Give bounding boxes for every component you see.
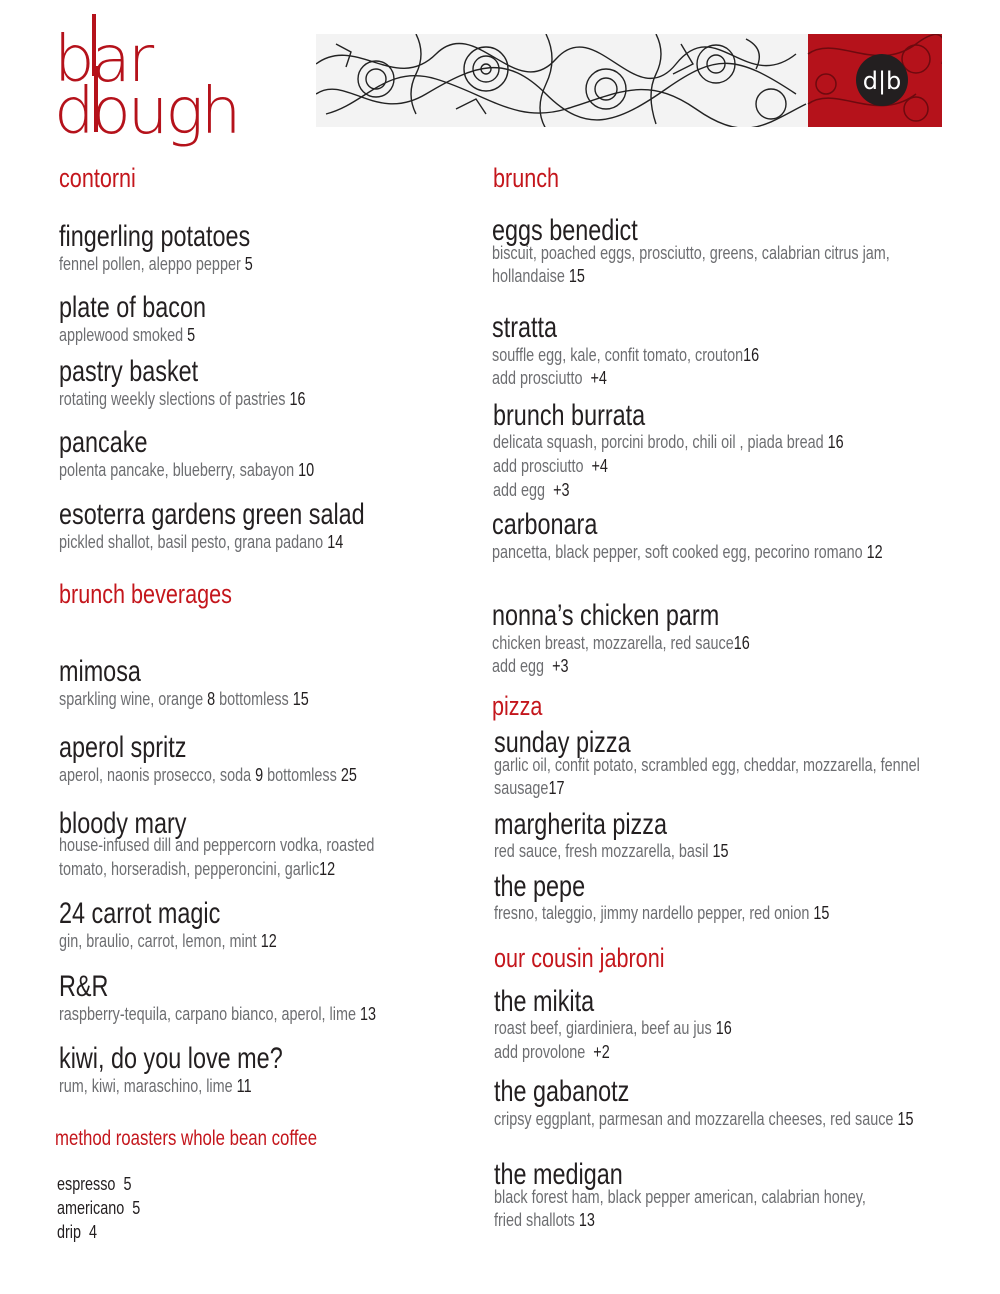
section-title-brunch: brunch bbox=[493, 163, 560, 193]
item-name: bloody mary bbox=[59, 807, 187, 840]
item-desc: delicata squash, porcini brodo, chili oil , piada bread 16 bbox=[493, 432, 844, 452]
item-name: aperol spritz bbox=[59, 731, 187, 764]
logo-bar-text: bar bbox=[54, 23, 152, 97]
item-addon: add egg +3 bbox=[493, 480, 570, 500]
item-name: the gabanotz bbox=[494, 1075, 630, 1108]
item-desc: souffle egg, kale, confit tomato, crouton16 bbox=[492, 345, 760, 365]
item-addon: add prosciutto +4 bbox=[493, 456, 608, 476]
item-name: stratta bbox=[492, 311, 558, 344]
item-name: margherita pizza bbox=[494, 808, 667, 841]
item-desc: polenta pancake, blueberry, sabayon 10 bbox=[59, 460, 315, 480]
item-name: kiwi, do you love me? bbox=[59, 1042, 283, 1075]
item-name: carbonara bbox=[492, 508, 598, 541]
logo-dough-text: dough bbox=[54, 75, 239, 149]
section-title-contorni: contorni bbox=[59, 163, 136, 193]
item-desc-line2: sausage17 bbox=[494, 778, 565, 798]
coffee-item: americano 5 bbox=[57, 1198, 141, 1218]
item-name: pastry basket bbox=[59, 355, 199, 388]
item-desc: red sauce, fresh mozzarella, basil 15 bbox=[494, 841, 729, 861]
item-desc: roast beef, giardiniera, beef au jus 16 bbox=[494, 1018, 732, 1038]
item-desc-line2: fried shallots 13 bbox=[494, 1210, 595, 1230]
item-name: plate of bacon bbox=[59, 291, 207, 324]
item-desc: cripsy eggplant, parmesan and mozzarella cheeses, red sauce 15 bbox=[494, 1109, 914, 1129]
svg-text:d|b: d|b bbox=[862, 67, 902, 95]
item-desc: pancetta, black pepper, soft cooked egg, pecorino romano 12 bbox=[492, 542, 883, 562]
item-name: the medigan bbox=[494, 1158, 623, 1191]
item-name: sunday pizza bbox=[494, 726, 631, 759]
item-name: nonna’s chicken parm bbox=[492, 599, 720, 632]
section-title-brunch-beverages: brunch beverages bbox=[59, 579, 232, 609]
item-name: R&R bbox=[59, 970, 109, 1003]
item-desc: raspberry-tequila, carpano bianco, aperol, lime 13 bbox=[59, 1004, 376, 1024]
item-desc: rotating weekly slections of pastries 16 bbox=[59, 389, 306, 409]
section-title-our-cousin-jabroni: our cousin jabroni bbox=[494, 943, 665, 973]
item-name: 24 carrot magic bbox=[59, 897, 221, 930]
item-name: pancake bbox=[59, 426, 148, 459]
item-addon: add egg +3 bbox=[492, 656, 569, 676]
item-desc-line2: tomato, horseradish, pepperoncini, garlic12 bbox=[59, 859, 336, 879]
item-desc: house-infused dill and peppercorn vodka, roasted bbox=[59, 835, 375, 855]
item-name: the pepe bbox=[494, 870, 586, 903]
item-name: the mikita bbox=[494, 985, 595, 1018]
item-name: fingerling potatoes bbox=[59, 220, 251, 253]
item-name: eggs benedict bbox=[492, 214, 638, 247]
section-title-coffee: method roasters whole bean coffee bbox=[55, 1127, 318, 1150]
item-desc: chicken breast, mozzarella, red sauce16 bbox=[492, 633, 750, 653]
section-title-pizza: pizza bbox=[492, 691, 543, 721]
item-addon: add prosciutto +4 bbox=[492, 368, 607, 388]
item-desc: aperol, naonis prosecco, soda 9 bottomless 25 bbox=[59, 765, 357, 785]
item-desc: pickled shallot, basil pesto, grana padano 14 bbox=[59, 532, 344, 552]
coffee-item: espresso 5 bbox=[57, 1174, 132, 1194]
item-desc: rum, kiwi, maraschino, lime 11 bbox=[59, 1076, 252, 1096]
item-desc: applewood smoked 5 bbox=[59, 325, 196, 345]
item-desc: biscuit, poached eggs, prosciutto, greens, calabrian citrus jam, bbox=[492, 243, 890, 263]
item-desc: garlic oil, confit potato, scrambled egg, cheddar, mozzarella, fennel bbox=[494, 755, 920, 775]
item-addon: add provolone +2 bbox=[494, 1042, 610, 1062]
item-desc-line2: hollandaise 15 bbox=[492, 266, 585, 286]
item-name: esoterra gardens green salad bbox=[59, 498, 365, 531]
decorative-banner bbox=[316, 34, 942, 127]
item-name: mimosa bbox=[59, 655, 141, 688]
item-desc: gin, braulio, carrot, lemon, mint 12 bbox=[59, 931, 277, 951]
item-desc: sparkling wine, orange 8 bottomless 15 bbox=[59, 689, 309, 709]
bar-dough-logo bbox=[54, 14, 249, 156]
item-desc: fennel pollen, aleppo pepper 5 bbox=[59, 254, 253, 274]
item-name: brunch burrata bbox=[493, 399, 646, 432]
item-desc: black forest ham, black pepper american, calabrian honey, bbox=[494, 1187, 866, 1207]
coffee-item: drip 4 bbox=[57, 1222, 98, 1242]
item-desc: fresno, taleggio, jimmy nardello pepper, red onion 15 bbox=[494, 903, 830, 923]
doodle-pattern-image bbox=[316, 34, 942, 127]
